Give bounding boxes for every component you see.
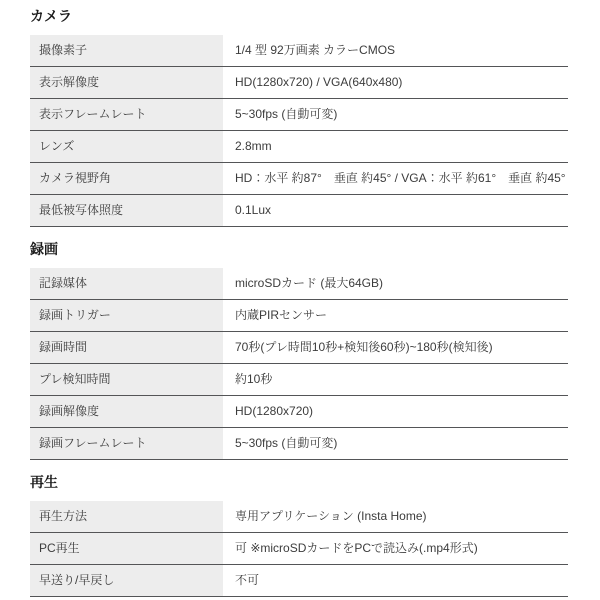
- spec-label: プレ検知時間: [30, 364, 223, 395]
- spec-row: [30, 428, 568, 460]
- spec-value: 70秒(プレ時間10秒+検知後60秒)~180秒(検知後): [223, 332, 568, 363]
- spec-value: 5~30fps (自動可変): [223, 428, 568, 459]
- spec-row: [30, 163, 568, 195]
- spec-value: HD：水平 約87° 垂直 約45° / VGA：水平 約61° 垂直 約45°: [223, 163, 570, 194]
- spec-value: 1/4 型 92万画素 カラーCMOS: [223, 35, 568, 66]
- section-title: カメラ: [30, 8, 72, 24]
- spec-value: 不可: [223, 565, 568, 596]
- spec-label: 録画フレームレート: [30, 428, 223, 459]
- section-title: 録画: [30, 241, 58, 257]
- spec-section-1: [30, 8, 568, 227]
- spec-label: 録画トリガー: [30, 300, 223, 331]
- spec-label: PC再生: [30, 533, 223, 564]
- spec-row: [30, 195, 568, 227]
- spec-row: [30, 565, 568, 597]
- spec-table: [30, 268, 568, 460]
- spec-label: 表示フレームレート: [30, 99, 223, 130]
- spec-label: 最低被写体照度: [30, 195, 223, 226]
- spec-label: 撮像素子: [30, 35, 223, 66]
- spec-value: 内蔵PIRセンサー: [223, 300, 568, 331]
- spec-value: 約10秒: [223, 364, 568, 395]
- spec-value: 2.8mm: [223, 131, 568, 162]
- spec-row: [30, 268, 568, 300]
- spec-label: 録画時間: [30, 332, 223, 363]
- spec-label: 早送り/早戻し: [30, 565, 223, 596]
- spec-row: [30, 332, 568, 364]
- spec-section-2: [30, 241, 568, 460]
- spec-section-3: [30, 474, 568, 597]
- spec-value: HD(1280x720) / VGA(640x480): [223, 67, 568, 98]
- spec-value: 可 ※microSDカードをPCで読込み(.mp4形式): [223, 533, 568, 564]
- spec-label: 録画解像度: [30, 396, 223, 427]
- spec-value: 5~30fps (自動可変): [223, 99, 568, 130]
- spec-value: 専用アプリケーション (Insta Home): [223, 501, 568, 532]
- spec-row: [30, 131, 568, 163]
- spec-value: HD(1280x720): [223, 396, 568, 427]
- spec-row: [30, 35, 568, 67]
- spec-table: [30, 501, 568, 597]
- spec-row: [30, 501, 568, 533]
- spec-row: [30, 300, 568, 332]
- spec-row: [30, 364, 568, 396]
- spec-row: [30, 99, 568, 131]
- spec-label: カメラ視野角: [30, 163, 223, 194]
- spec-label: 記録媒体: [30, 268, 223, 299]
- spec-row: [30, 533, 568, 565]
- spec-label: レンズ: [30, 131, 223, 162]
- spec-table: [30, 35, 568, 227]
- spec-value: microSDカード (最大64GB): [223, 268, 568, 299]
- spec-value: 0.1Lux: [223, 195, 568, 226]
- spec-label: 表示解像度: [30, 67, 223, 98]
- spec-row: [30, 67, 568, 99]
- section-title: 再生: [30, 474, 58, 490]
- spec-label: 再生方法: [30, 501, 223, 532]
- spec-row: [30, 396, 568, 428]
